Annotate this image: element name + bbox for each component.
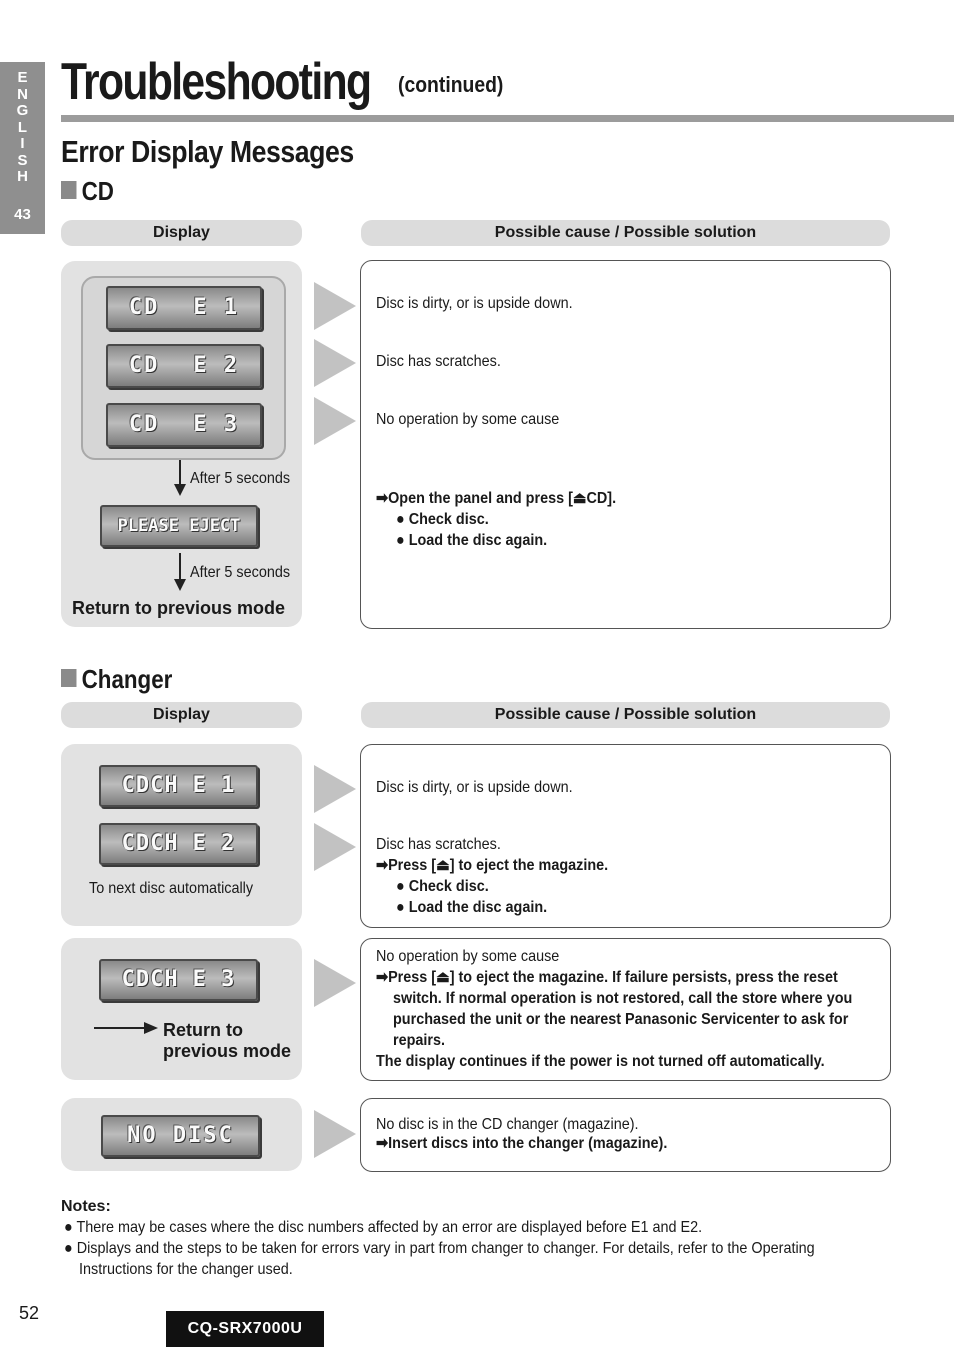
changer-solution-eject: ➡Press [⏏] to eject the magazine. [376,857,609,874]
right-arrow-head-icon [144,1022,158,1034]
changer-solution-line-4: repairs. [393,1032,446,1049]
section-title: Error Display Messages [61,134,354,169]
cd-cause-box [360,260,891,629]
changer-display-note: The display continues if the power is not turned off automatically. [376,1053,825,1070]
pointer-triangle-icon [314,959,356,1007]
cd-heading: CD [61,176,114,207]
lcd-cdch-e1: CDCH E 1 [99,765,258,807]
changer-solution-line-1: ➡Press [⏏] to eject the magazine. If failure persists, press the reset [376,969,838,986]
changer-solution-insert: ➡Insert discs into the changer (magazine). [376,1135,668,1152]
solution-load-disc: ● Load the disc again. [396,532,548,549]
lcd-cd-e1: CD E 1 [106,286,262,330]
down-arrow-icon [179,553,181,589]
pointer-triangle-icon [314,282,356,330]
changer-solution-line-3: purchased the unit or the nearest Panasonic Servicenter to ask for [393,1011,849,1028]
changer-heading: Changer [61,664,172,695]
lcd-cdch-e2: CDCH E 2 [99,823,258,865]
changer-cause-no-operation: No operation by some cause [376,948,560,965]
pointer-triangle-icon [314,1110,356,1158]
lcd-cd-e2: CD E 2 [106,344,262,388]
cause-dirty: Disc is dirty, or is upside down. [376,295,573,312]
square-bullet-icon [61,181,76,199]
previous-mode-label: previous mode [163,1041,292,1061]
lcd-please-eject: PLEASE EJECT [100,505,258,547]
changer-display-column-header: Display [61,702,302,728]
changer-solution-line-2: switch. If normal operation is not restored, call the store where you [393,990,853,1007]
pointer-triangle-icon [314,823,356,871]
square-bullet-icon [61,669,76,687]
pointer-triangle-icon [314,765,356,813]
note-item-1: ● There may be cases where the disc numbers affected by an error are displayed before E1 and E2. [64,1219,703,1236]
cd-cause-column-header: Possible cause / Possible solution [361,220,890,246]
return-to-label: Return to [163,1020,243,1040]
language-page-number: 43 [14,206,31,223]
pointer-triangle-icon [314,339,356,387]
notes-heading: Notes: [61,1198,111,1215]
note-item-2-continuation: Instructions for the changer used. [79,1261,293,1278]
return-previous-mode-label: Return to previous mode [72,598,286,618]
page-title: Troubleshooting [61,53,371,111]
changer-cause-column-header: Possible cause / Possible solution [361,702,890,728]
page-title-continued: (continued) [398,72,504,97]
cause-no-operation: No operation by some cause [376,411,560,428]
changer-cause-dirty: Disc is dirty, or is upside down. [376,779,573,796]
note-item-2: ● Displays and the steps to be taken for errors vary in part from changer to changer. For details, refer to the Operating [64,1240,815,1257]
right-arrow-icon [94,1027,148,1029]
solution-check-disc: ● Check disc. [396,511,489,528]
after-5-seconds-label: After 5 seconds [190,470,291,487]
lcd-cd-e3: CD E 3 [106,403,262,447]
cause-scratches: Disc has scratches. [376,353,501,370]
changer-cause-scratches: Disc has scratches. [376,836,501,853]
changer-solution-check-disc: ● Check disc. [396,878,489,895]
pointer-triangle-icon [314,397,356,445]
language-tab [0,62,45,234]
lcd-no-disc: NO DISC [101,1115,260,1157]
changer-cause-no-disc: No disc is in the CD changer (magazine). [376,1116,639,1133]
model-badge: CQ-SRX7000U [166,1311,324,1347]
title-rule [61,115,954,122]
changer-solution-load-disc: ● Load the disc again. [396,899,548,916]
page-number: 52 [19,1303,40,1323]
solution-open-panel: ➡Open the panel and press [⏏CD]. [376,490,617,507]
after-5-seconds-label: After 5 seconds [190,564,291,581]
cd-display-column-header: Display [61,220,302,246]
lcd-cdch-e3: CDCH E 3 [99,959,258,1001]
next-disc-label: To next disc automatically [89,880,254,897]
down-arrow-icon [179,460,181,494]
language-letters: E N G L I S H [16,69,29,185]
